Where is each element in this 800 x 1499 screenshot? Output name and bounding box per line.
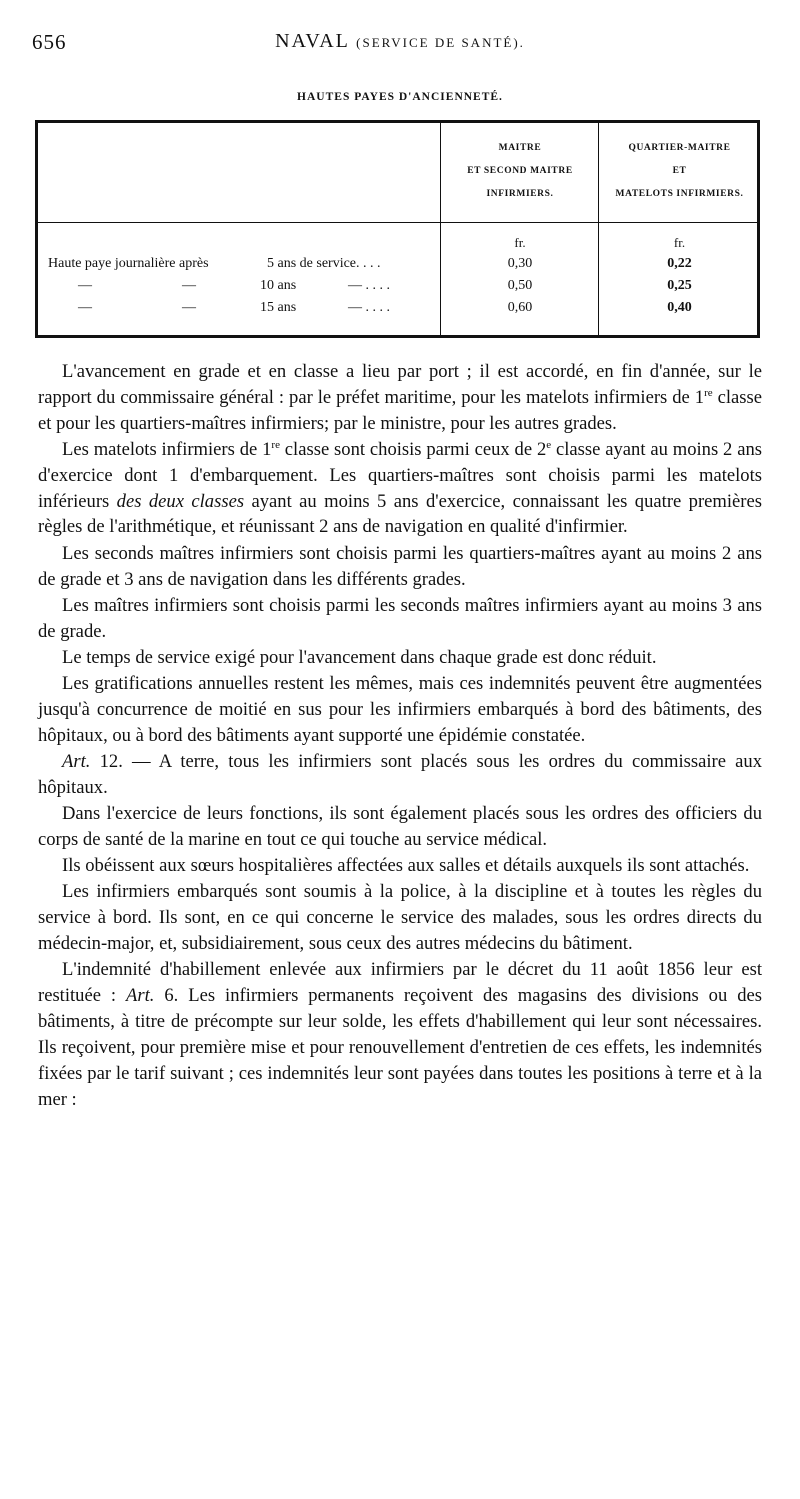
paragraph: [38, 359, 762, 437]
table-row-label: [48, 300, 440, 322]
ditto-mark: — . . . .: [348, 300, 390, 315]
superscript: re: [271, 438, 280, 451]
text-run: classe sont choisis parmi ceux de 2: [279, 438, 547, 460]
text-run: 6. Les infirmiers permanents reçoivent des magasins des divisions ou des bâtiments, à titre de précompte sur leur solde, les effets d'habillement qui leur sont nécessaires. Ils reçoivent, pour première mise et pour renouvellement d'entretien de ces effets, les indemnités fixées par le tarif suivant ; ces indemnités leur sont payées dans toutes les positions à terre et à la mer :: [38, 985, 762, 1110]
column-rule: [440, 123, 441, 335]
column-header-maitre: [442, 137, 598, 206]
superscript: re: [704, 386, 713, 399]
page-number: 656: [32, 30, 67, 54]
italic-run: Art.: [62, 751, 91, 772]
column-header-line: INFIRMIERS.: [486, 189, 554, 199]
ditto-mark: — . . . .: [348, 278, 390, 293]
italic-run: des deux classes: [116, 490, 245, 512]
paragraph: [38, 957, 762, 1112]
column-header-line: MATELOTS INFIRMIERS.: [615, 189, 744, 199]
row-years: 5 ans de service. . . .: [267, 256, 381, 271]
text-run: L'avancement en grade et en classe a lieu par port ; il est accordé, en fin d'année, sur le rapport du commissaire général : par le préfet maritime, pour les matelots infirmiers de 1: [38, 361, 762, 408]
table-title: HAUTES PAYES D'ANCIENNETÉ.: [297, 91, 503, 103]
text-run: Les matelots infirmiers de 1: [62, 438, 272, 460]
column-header-quartier-maitre: [599, 137, 760, 206]
paragraph: Le temps de service exigé pour l'avancement dans chaque grade est donc réduit.: [62, 646, 657, 668]
text-run: 12. — A terre, tous les infirmiers sont placés sous les ordres du commissaire aux hôpitaux.: [38, 751, 762, 798]
running-title-sub: (SERVICE DE SANTÉ).: [356, 35, 525, 50]
italic-run: Art.: [126, 985, 155, 1007]
superscript: e: [546, 438, 552, 451]
table-cell-value: 0,40: [667, 300, 692, 315]
row-label-text: Haute paye journalière après: [48, 256, 209, 271]
pay-table: [35, 120, 760, 338]
body-text: [38, 359, 762, 1113]
ditto-mark: —: [78, 300, 92, 315]
table-row-label: [48, 256, 440, 278]
row-years: 10 ans: [260, 278, 297, 293]
paragraph: Les maîtres infirmiers sont choisis parmi les seconds maîtres infirmiers ayant au moins 3 ans de grade.: [38, 594, 762, 642]
row-years: 15 ans: [260, 300, 297, 315]
paragraph: Les infirmiers embarqués sont soumis à la police, à la discipline et à toutes les règles du service à bord. Ils sont, en ce qui concerne le service des malades, sous les ordres directs du médecin-major, et, subsidiairement, sous ceux des autres médecins du bâtiment.: [38, 881, 762, 955]
text-run: ayant au moins 5 ans d'exercice, connaissant les quatre premières règles de l'arithmétique, et réunissant 2 ans de navigation en qualité d'infirmier.: [38, 490, 762, 538]
paragraph: [38, 749, 762, 801]
table-cell-value: 0,50: [507, 278, 533, 293]
table-cell-value: 0,22: [667, 256, 692, 271]
ditto-mark: —: [182, 300, 196, 315]
ditto-mark: —: [182, 278, 196, 293]
unit-label: fr.: [673, 235, 686, 250]
table-cell-value: 0,25: [667, 278, 692, 293]
table-cell-value: 0,30: [507, 256, 533, 271]
column-header-line: ET SECOND MAITRE: [467, 166, 573, 176]
paragraph: Ils obéissent aux sœurs hospitalières affectées aux salles et détails auxquels ils sont attachés.: [62, 855, 750, 877]
table-cell-value: 0,60: [507, 300, 533, 315]
text-run: L'indemnité d'habillement enlevée aux infirmiers par le décret du 11 août 1856 leur est restituée :: [38, 959, 762, 1007]
header-rule: [38, 222, 757, 223]
paragraph: Dans l'exercice de leurs fonctions, ils sont également placés sous les ordres des officiers du corps de santé de la marine en tout ce qui touche au service médical.: [38, 803, 762, 850]
paragraph: [38, 437, 762, 540]
text-run: classe et pour les quartiers-maîtres infirmiers; par le ministre, pour les autres grades.: [38, 386, 763, 434]
column-header-line: QUARTIER-MAITRE: [628, 143, 731, 153]
table-row-label: [48, 278, 440, 300]
column-header-line: ET: [672, 166, 687, 176]
running-title: [30, 30, 770, 53]
paragraph: Les seconds maîtres infirmiers sont choisis parmi les quartiers-maîtres ayant au moins 2 ans de grade et 3 ans de navigation dans les différents grades.: [38, 542, 762, 590]
running-head: [30, 30, 770, 54]
running-title-main: NAVAL: [275, 30, 350, 52]
column-header-line: MAITRE: [498, 143, 542, 153]
paragraph: Les gratifications annuelles restent les mêmes, mais ces indemnités peuvent être augmentées jusqu'à concurrence de moitié en sus pour les infirmiers embarqués à bord des bâtiments, des hôpitaux, ou à bord des bâtiments ayant supporté une épidémie constatée.: [38, 673, 762, 746]
ditto-mark: —: [78, 278, 92, 293]
text-run: classe ayant au moins 2 ans d'exercice dont 1 d'embarquement. Les quartiers-maîtres sont choisis parmi les matelots inférieurs: [38, 438, 762, 512]
unit-label: fr.: [514, 235, 526, 250]
